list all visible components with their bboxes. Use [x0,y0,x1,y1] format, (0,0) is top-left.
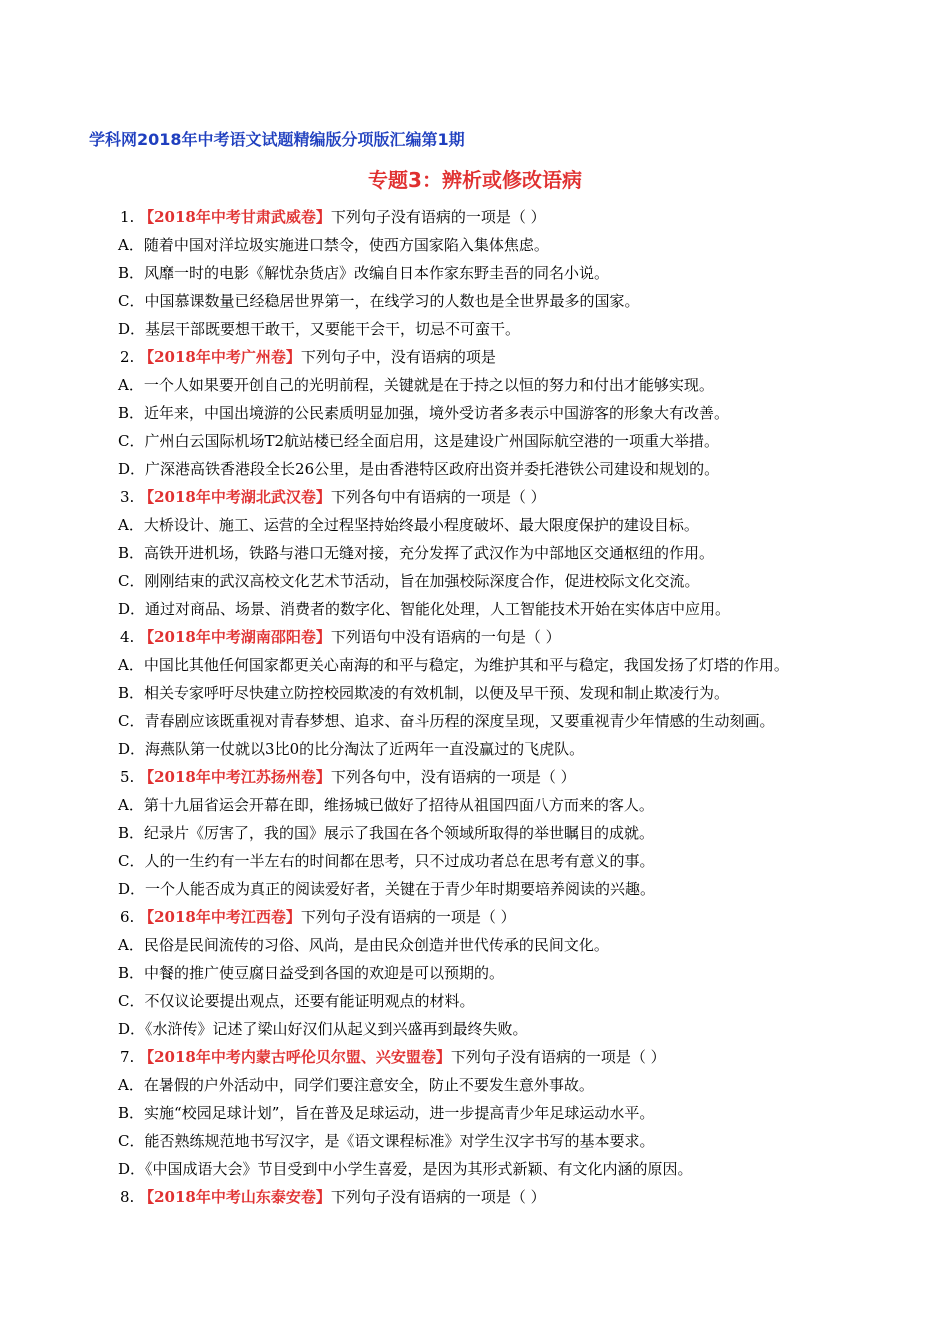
question-number: 5. [120,768,135,786]
question-text: 下列句子没有语病的一项是（ ） [300,908,516,926]
answer-option: D．广深港高铁香港段全长26公里，是由香港特区政府出资并委托港铁公司建设和规划的。 [118,460,720,478]
question-number: 6. [120,908,135,926]
answer-option: C．广州白云国际机场T2航站楼已经全面启用，这是建设广州国际航空港的一项重大举措。 [118,432,720,450]
answer-option: D．《中国成语大会》节目受到中小学生喜爱，是因为其形式新颖、有文化内涵的原因。 [118,1160,693,1178]
section-title: 专题3：辨析或修改语病 [368,168,582,192]
answer-option: B．纪录片《厉害了，我的国》展示了我国在各个领域所取得的举世瞩目的成就。 [118,824,655,842]
question-text: 下列各句中有语病的一项是（ ） [330,488,546,506]
question-source: 【2018年中考江西卷】 [139,908,301,926]
answer-option: D．海燕队第一仗就以3比0的比分淘汰了近两年一直没赢过的飞虎队。 [118,740,585,758]
question-source: 【2018年中考甘肃武威卷】 [139,208,331,226]
answer-option: C．人的一生约有一半左右的时间都在思考，只不过成功者总在思考有意义的事。 [118,852,655,870]
question-stem [118,1043,918,1071]
answer-option: D．通过对商品、场景、消费者的数字化、智能化处理，人工智能技术开始在实体店中应用。 [118,600,731,618]
question-source: 【2018年中考湖南邵阳卷】 [139,628,331,646]
answer-option: B．风靡一时的电影《解忧杂货店》改编自日本作家东野圭吾的同名小说。 [118,264,610,282]
document-header: 学科网2018年中考语文试题精编版分项版汇编第1期 [89,130,465,149]
answer-option: A．中国比其他任何国家都更关心南海的和平与稳定，为维护其和平与稳定，我国发扬了灯塔的作用。 [118,656,789,674]
question-number: 3. [120,488,135,506]
answer-option: A．随着中国对洋垃圾实施进口禁令，使西方国家陷入集体焦虑。 [118,236,549,254]
question-list [118,203,918,1211]
answer-option: D．基层干部既要想干敢干，又要能干会干，切忌不可蛮干。 [118,320,521,338]
question-text: 下列语句中没有语病的一句是（ ） [330,628,561,646]
question-stem [118,1183,918,1211]
question-text: 下列句子没有语病的一项是（ ） [330,1188,546,1206]
answer-option: B．近年来，中国出境游的公民素质明显加强，境外受访者多表示中国游客的形象大有改善。 [118,404,730,422]
question-number: 4. [120,628,135,646]
answer-option: C．不仅议论要提出观点，还要有能证明观点的材料。 [118,992,475,1010]
answer-option: C．刚刚结束的武汉高校文化艺术节活动，旨在加强校际深度合作，促进校际文化交流。 [118,572,700,590]
answer-option: B．相关专家呼吁尽快建立防控校园欺凌的有效机制，以便及早干预、发现和制止欺凌行为。 [118,684,730,702]
answer-option: B．实施“校园足球计划”，旨在普及足球运动，进一步提高青少年足球运动水平。 [118,1104,655,1122]
question-stem [118,483,918,511]
answer-option: D．《水浒传》记述了梁山好汉们从起义到兴盛再到最终失败。 [118,1020,528,1038]
question-number: 7. [120,1048,135,1066]
answer-option: B．中餐的推广使豆腐日益受到各国的欢迎是可以预期的。 [118,964,505,982]
question-number: 2. [120,348,135,366]
question-stem [118,903,918,931]
question-stem [118,763,918,791]
answer-option: A．第十九届省运会开幕在即，维扬城已做好了招待从祖国四面八方而来的客人。 [118,796,654,814]
question-number: 1. [120,208,135,226]
answer-option: A．在暑假的户外活动中，同学们要注意安全，防止不要发生意外事故。 [118,1076,594,1094]
question-source: 【2018年中考山东泰安卷】 [139,1188,331,1206]
question-source: 【2018年中考湖北武汉卷】 [139,488,331,506]
answer-option: A．民俗是民间流传的习俗、风尚，是由民众创造并世代传承的民间文化。 [118,936,609,954]
question-text: 下列句子没有语病的一项是（ ） [450,1048,666,1066]
answer-option: B．高铁开进机场，铁路与港口无缝对接，充分发挥了武汉作为中部地区交通枢纽的作用。 [118,544,715,562]
question-stem [118,343,918,371]
question-stem [118,623,918,651]
question-source: 【2018年中考内蒙古呼伦贝尔盟、兴安盟卷】 [139,1048,451,1066]
answer-option: C．中国慕课数量已经稳居世界第一，在线学习的人数也是全世界最多的国家。 [118,292,640,310]
answer-option: D．一个人能否成为真正的阅读爱好者，关键在于青少年时期要培养阅读的兴趣。 [118,880,656,898]
question-number: 8. [120,1188,135,1206]
answer-option: A．一个人如果要开创自己的光明前程，关键就是在于持之以恒的努力和付出才能够实现。 [118,376,714,394]
answer-option: C．能否熟练规范地书写汉字，是《语文课程标准》对学生汉字书写的基本要求。 [118,1132,655,1150]
question-text: 下列句子没有语病的一项是（ ） [330,208,546,226]
question-source: 【2018年中考江苏扬州卷】 [139,768,331,786]
answer-option: C．青春剧应该既重视对青春梦想、追求、奋斗历程的深度呈现，又要重视青少年情感的生动刻画。 [118,712,775,730]
question-text: 下列句子中，没有语病的项是 [300,348,496,366]
question-stem [118,203,918,231]
question-source: 【2018年中考广州卷】 [139,348,301,366]
answer-option: A．大桥设计、施工、运营的全过程坚持始终最小程度破坏、最大限度保护的建设目标。 [118,516,699,534]
question-text: 下列各句中，没有语病的一项是（ ） [330,768,576,786]
